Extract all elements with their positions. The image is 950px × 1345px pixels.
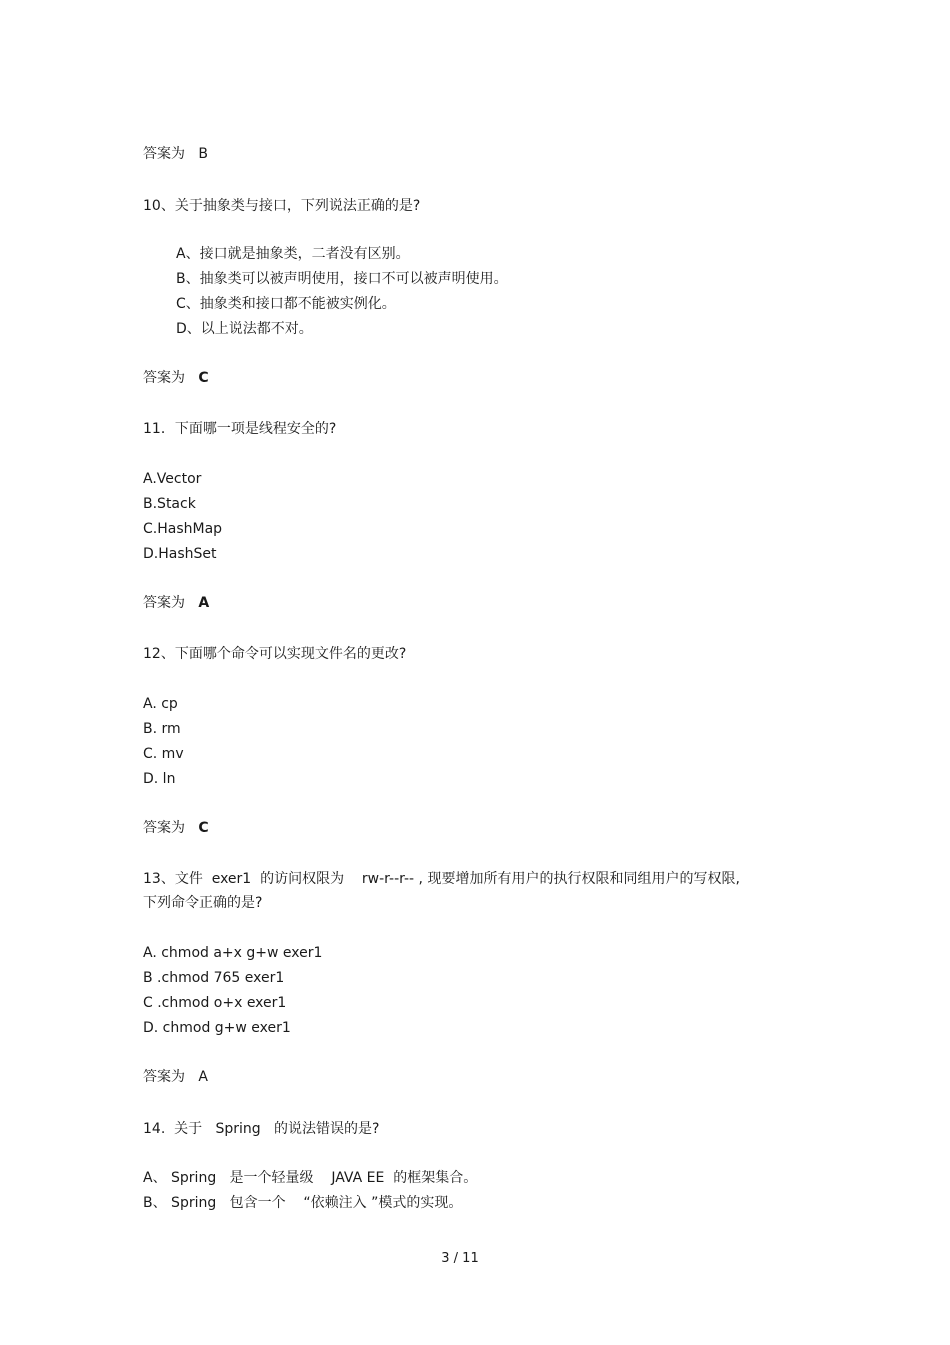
answer-letter: A [198, 1069, 208, 1085]
q10-answer [143, 369, 209, 387]
question-13-line2: 下列命令正确的是? [143, 895, 263, 911]
answer-prefix: 答案为 [143, 146, 185, 162]
q13-option-a: A. chmod a+x g+w exer1 [143, 945, 323, 961]
q10-option-b: B、抽象类可以被声明使用，接口不可以被声明使用。 [176, 271, 508, 287]
q11-option-c: C.HashMap [143, 521, 223, 537]
answer-prefix: 答案为 [143, 820, 185, 836]
answer-prefix: 答案为 [143, 1069, 185, 1085]
q11-option-a: A.Vector [143, 471, 202, 487]
question-10: 10、关于抽象类与接口，下列说法正确的是? [143, 198, 421, 214]
question-13-line1: 13、文件 exer1 的访问权限为 rw-r--r-- , 现要增加所有用户的执行权限和同组用户的写权限, [143, 871, 740, 887]
page-number: 3 / 11 [441, 1251, 479, 1266]
q13-option-d: D. chmod g+w exer1 [143, 1020, 291, 1036]
q13-option-b: B .chmod 765 exer1 [143, 970, 285, 986]
question-12: 12、下面哪个命令可以实现文件名的更改? [143, 646, 407, 662]
question-11: 11．下面哪一项是线程安全的? [143, 421, 337, 437]
q12-option-a: A. cp [143, 696, 178, 712]
q14-option-a: A、 Spring 是一个轻量级 JAVA EE 的框架集合。 [143, 1170, 478, 1186]
q11-answer [143, 594, 209, 612]
answer-prefix: 答案为 [143, 370, 185, 386]
q13-answer [143, 1068, 208, 1086]
q12-option-c: C. mv [143, 746, 184, 762]
answer-letter: A [198, 595, 210, 611]
answer-line [143, 145, 208, 163]
question-14: 14. 关于 Spring 的说法错误的是? [143, 1121, 380, 1137]
q12-answer [143, 819, 209, 837]
answer-prefix: 答案为 [143, 595, 185, 611]
q14-option-b: B、 Spring 包含一个 “依赖注入 ”模式的实现。 [143, 1195, 463, 1211]
q11-option-b: B.Stack [143, 496, 196, 512]
q10-option-d: D、以上说法都不对。 [176, 321, 313, 337]
q12-option-d: D. ln [143, 771, 176, 787]
answer-letter: C [198, 820, 209, 836]
q13-option-c: C .chmod o+x exer1 [143, 995, 287, 1011]
q12-option-b: B. rm [143, 721, 181, 737]
answer-letter: C [198, 370, 209, 386]
answer-letter: B [198, 146, 208, 162]
q11-option-d: D.HashSet [143, 546, 217, 562]
q10-option-a: A、接口就是抽象类，二者没有区别。 [176, 246, 410, 262]
q10-option-c: C、抽象类和接口都不能被实例化。 [176, 296, 396, 312]
